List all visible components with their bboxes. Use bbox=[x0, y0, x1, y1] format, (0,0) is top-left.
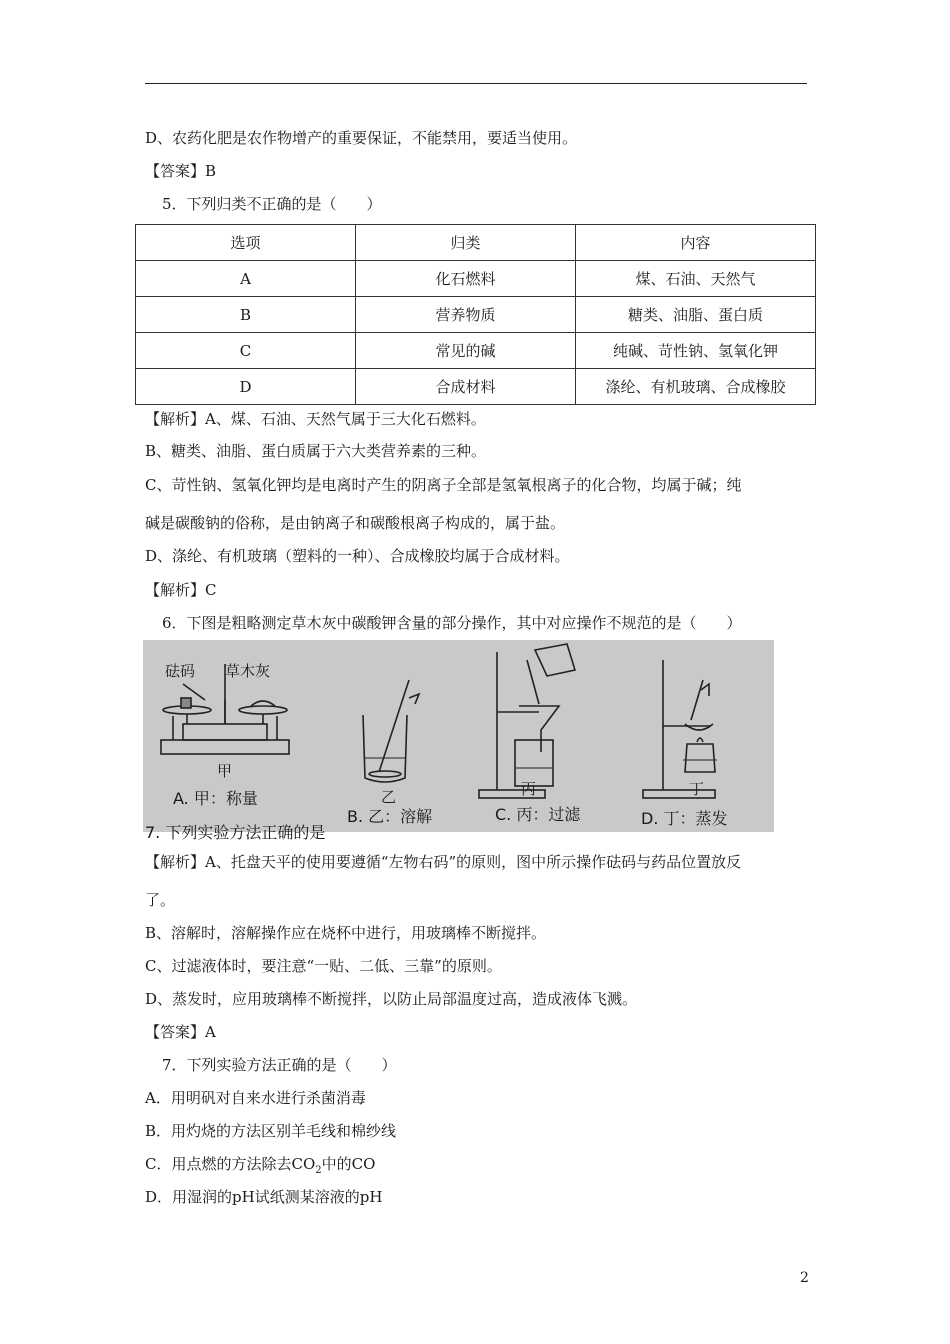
q5-analysis-b: B、糖类、油脂、蛋白质属于六大类营养素的三种。 bbox=[145, 442, 487, 460]
q5-analysis-c1: C、苛性钠、氢氧化钾均是电离时产生的阴离子全部是氢氧根离子的化合物，均属于碱；纯 bbox=[145, 476, 742, 494]
q6-analysis-b: B、溶解时，溶解操作应在烧杯中进行，用玻璃棒不断搅拌。 bbox=[145, 924, 547, 942]
figure-cut-text: 7. 下列实验方法正确的是 bbox=[145, 823, 326, 842]
lab-operations-illustration bbox=[143, 640, 774, 842]
figure-label-yi: 乙 bbox=[381, 788, 397, 806]
q6-analysis-a2: 了。 bbox=[145, 891, 176, 909]
q4-option-d: D、农药化肥是农作物增产的重要保证，不能禁用，要适当使用。 bbox=[145, 129, 578, 147]
table-cell: 合成材料 bbox=[356, 369, 576, 405]
q7-option-b: B．用灼烧的方法区别羊毛线和棉纱线 bbox=[145, 1122, 397, 1140]
table-cell: B bbox=[136, 297, 356, 333]
table-header-cell: 归类 bbox=[356, 225, 576, 261]
table-cell: 营养物质 bbox=[356, 297, 576, 333]
table-header-cell: 内容 bbox=[576, 225, 816, 261]
figure-caption-d: D. 丁：蒸发 bbox=[641, 809, 728, 828]
q7-option-c-post: 中的CO bbox=[321, 1155, 376, 1173]
table-cell: 常见的碱 bbox=[356, 333, 576, 369]
q5-table bbox=[135, 224, 816, 405]
table-row bbox=[136, 333, 816, 369]
q7-option-c-pre: C．用点燃的方法除去CO bbox=[145, 1155, 316, 1173]
table-row bbox=[136, 297, 816, 333]
q6-analysis-a1: 【解析】A、托盘天平的使用要遵循“左物右码”的原则，图中所示操作砝码与药品位置放反 bbox=[145, 853, 742, 871]
q6-answer: 【答案】A bbox=[145, 1023, 216, 1041]
q7-stem: 7．下列实验方法正确的是（ ） bbox=[162, 1056, 397, 1074]
q6-analysis-d: D、蒸发时，应用玻璃棒不断搅拌，以防止局部温度过高，造成液体飞溅。 bbox=[145, 990, 638, 1008]
table-cell: D bbox=[136, 369, 356, 405]
q6-stem: 6．下图是粗略测定草木灰中碳酸钾含量的部分操作，其中对应操作不规范的是（ ） bbox=[162, 614, 742, 632]
table-cell: A bbox=[136, 261, 356, 297]
figure-label-ash: 草木灰 bbox=[225, 662, 271, 680]
filtration-setup bbox=[479, 644, 575, 798]
q5-analysis-a: 【解析】A、煤、石油、天然气属于三大化石燃料。 bbox=[145, 410, 486, 428]
q7-option-a: A．用明矾对自来水进行杀菌消毒 bbox=[145, 1089, 366, 1107]
page-number: 2 bbox=[800, 1270, 809, 1286]
table-cell: 涤纶、有机玻璃、合成橡胶 bbox=[576, 369, 816, 405]
q5-stem: 5．下列归类不正确的是（ ） bbox=[162, 195, 382, 213]
figure-caption-b: B. 乙：溶解 bbox=[347, 807, 433, 826]
q6-analysis-c: C、过滤液体时，要注意“一贴、二低、三靠”的原则。 bbox=[145, 957, 502, 975]
table-header-cell: 选项 bbox=[136, 225, 356, 261]
q5-analysis-c2: 碱是碳酸钠的俗称，是由钠离子和碳酸根离子构成的，属于盐。 bbox=[145, 514, 566, 532]
header-rule bbox=[145, 83, 807, 84]
figure-caption-c: C. 丙：过滤 bbox=[495, 805, 581, 824]
table-cell: 糖类、油脂、蛋白质 bbox=[576, 297, 816, 333]
figure-label-bing: 丙 bbox=[521, 780, 537, 798]
q7-option-c bbox=[145, 1154, 375, 1181]
figure-caption-a: A. 甲：称量 bbox=[173, 789, 258, 808]
q7-option-c-sub: 2 bbox=[315, 1165, 322, 1176]
figure-label-ding: 丁 bbox=[689, 780, 705, 798]
figure-label-jia: 甲 bbox=[217, 762, 233, 780]
evaporation-setup bbox=[643, 660, 717, 798]
dissolving-beaker bbox=[363, 680, 419, 782]
table-cell: C bbox=[136, 333, 356, 369]
table-cell: 纯碱、苛性钠、氢氧化钾 bbox=[576, 333, 816, 369]
q5-answer: 【解析】C bbox=[145, 581, 217, 599]
q5-analysis-d: D、涤纶、有机玻璃（塑料的一种）、合成橡胶均属于合成材料。 bbox=[145, 547, 570, 565]
table-cell: 化石燃料 bbox=[356, 261, 576, 297]
q7-option-d: D．用湿润的pH试纸测某溶液的pH bbox=[145, 1188, 383, 1206]
table-header-row bbox=[136, 225, 816, 261]
q6-figure bbox=[143, 640, 774, 842]
figure-label-weights: 砝码 bbox=[165, 662, 196, 680]
table-cell: 煤、石油、天然气 bbox=[576, 261, 816, 297]
table-row bbox=[136, 369, 816, 405]
table-row bbox=[136, 261, 816, 297]
q4-answer: 【答案】B bbox=[145, 162, 217, 180]
